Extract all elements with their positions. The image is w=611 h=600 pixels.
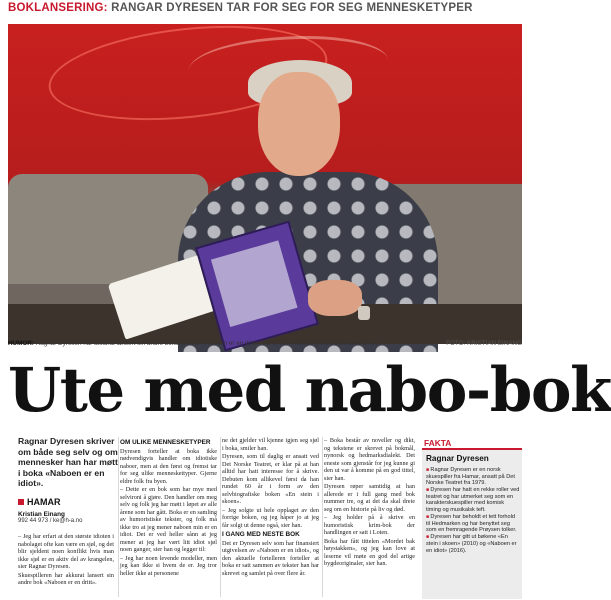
paragraph: Dyresen, som til daglig er ansatt ved Det Norske Teatret, er klar på at han alltid har hatt interesse for å skrive. Debuten kom allikevel først da han rundet 60 år i form av den selvbiografiske boken «En stein i skoen».: [222, 453, 319, 505]
body-column-1: [18, 533, 114, 599]
tag-square-icon: [18, 499, 24, 505]
paragraph: – Jeg holder på å skrive en humoristisk krim-bok der handlingen er satt i Loten.: [324, 514, 415, 536]
paragraph: – Boka består av noveller og dikt, og tekstene er skrevet på bokmål, nynorsk og hedmarksdialekt. Det eneste som gjenstår for jeg kunne gi den ut var å komme på en god tittel, sier han.: [324, 437, 415, 482]
fact-item: ■ Dyresen har beholdt et tett forhold til Hedmarken og har benyttet seg som en fremragende Prøysen tolker.: [426, 514, 520, 534]
byline: [18, 511, 118, 525]
paragraph: Boka har fått tittelen «Mordet bak høystakken», og jeg kan love at leserne vil møte en god del artige bygdeoriginaler, sier han.: [324, 537, 415, 567]
column-divider: [118, 437, 119, 597]
ingress: Ragnar Dyresen skriver om både seg selv og om mennesker han har møtt i boka «Naboen er en idiot».: [18, 436, 118, 489]
kicker-lead: BOKLANSERING:: [8, 2, 108, 14]
fact-list: [426, 467, 520, 555]
kicker-text: RANGAR DYRESEN TAR FOR SEG FOR SEG MENNESKETYPER: [111, 2, 473, 14]
author-contact: 992 44 973 / ke@h-a.no: [18, 518, 83, 525]
fact-item: ■ Dyresen har gitt ut bøkene «En stein i skoen» (2010) og «Naboen er en idiot» (2016).: [426, 534, 520, 554]
subheading: I GANG MED NESTE BOK: [222, 531, 300, 538]
fact-box-title: Ragnar Dyresen: [426, 454, 489, 463]
photo-credit: FOTO: KRISTIAN EINANG: [446, 340, 522, 347]
book-cover-image: [211, 240, 298, 327]
fact-box: [422, 437, 522, 599]
location-name: HAMAR: [27, 497, 61, 507]
paragraph: – Jeg har erfart at den største idioten i nabolaget ofte kan være en sjøl, og det blir sjeldent noen konflikt hvis man ikke sjøl er en aktiv del av krangelen, sier Ragnar Dyresen.: [18, 533, 114, 570]
location-tag: [18, 497, 114, 509]
article-kicker: [8, 2, 522, 18]
article-photo: [8, 24, 522, 339]
paragraph: Dyresen forteller at boka ikke nødvendigvis handler om idiotiske naboer, men at den først og fremst tar for seg ulike menneskettyper. Gjerne eldre folk fra byen.: [120, 447, 217, 485]
fact-box-label: FAKTA: [422, 437, 522, 450]
person-head: [258, 72, 340, 176]
body-column-3: [222, 437, 319, 599]
subheading: OM ULIKE MENNESKETYPER: [120, 439, 211, 446]
author-name: Kristian Einang: [18, 511, 65, 518]
paragraph: – Jeg solgte ut hele opplaget av den forrige boken, og jeg håper jo at jeg får solgt ut denne også, sier han.: [222, 506, 319, 529]
paragraph: ne det gjelder vil kjenne igjen seg sjøl i boka, smiler han.: [222, 437, 319, 452]
fact-item: ■ Ragnar Dyresen er en norsk skuespiller fra Hamar, ansatt på Det Norske Teatret fra 1979.: [426, 467, 520, 487]
column-divider: [322, 437, 323, 597]
caption-text: Ragnar Dyresen har akkurat lansert sin andre bokutgivelse «Naboen er en dritt». Nå er han i full gang med bok nummer tre.: [35, 340, 381, 347]
wristwatch: [358, 306, 370, 320]
paragraph: Skuespilleren har akkurat lansert sin andre bok «Naboen er en dritt».: [18, 571, 114, 586]
body-column-4: [324, 437, 415, 599]
column-divider: [220, 437, 221, 597]
caption-label: HUMOR:: [8, 340, 34, 347]
person-hand: [308, 280, 362, 316]
paragraph: – Dette er en bok som har mye med selvironi å gjøre. Den handler om meg selv og folk jeg har møtt i løpet av alle årene som har gått. Boka er en samling av humoristiske tekster, og folk må ikke tro at jeg mener naboen min er en idiot. Det er ved heller sånn at jeg mener at jeg har vært litt idiot sjøl noen ganger, sier han og legger til:: [120, 486, 217, 553]
photo-caption: [8, 340, 522, 352]
paragraph: – Jeg har noen levende modeller, men jeg kan ikke si hvem de er. Jeg tror heller ikke at personene: [120, 554, 217, 577]
body-column-2: [120, 437, 217, 599]
paragraph: Dyresen røper samtidig at han allerede er i full gang med bok nummer tre, og at det da skal dreie seg om en historie på liv og død.: [324, 483, 415, 513]
paragraph: Det er Dyresen selv som har finansiert utgivelsen av «Naboen er en idiot», og den aktuelle fortelleren forteller at boka er satt sammen av tekster han har skrevet og samlet på over flere år.: [222, 539, 319, 577]
fact-item: ■ Dyresen har hatt en rekke roller ved teatret og har utmerket seg som en karakterskuespiller med komisk timing og musikalsk teft.: [426, 487, 520, 513]
headline: Ute med nabo-bok: [8, 355, 611, 426]
